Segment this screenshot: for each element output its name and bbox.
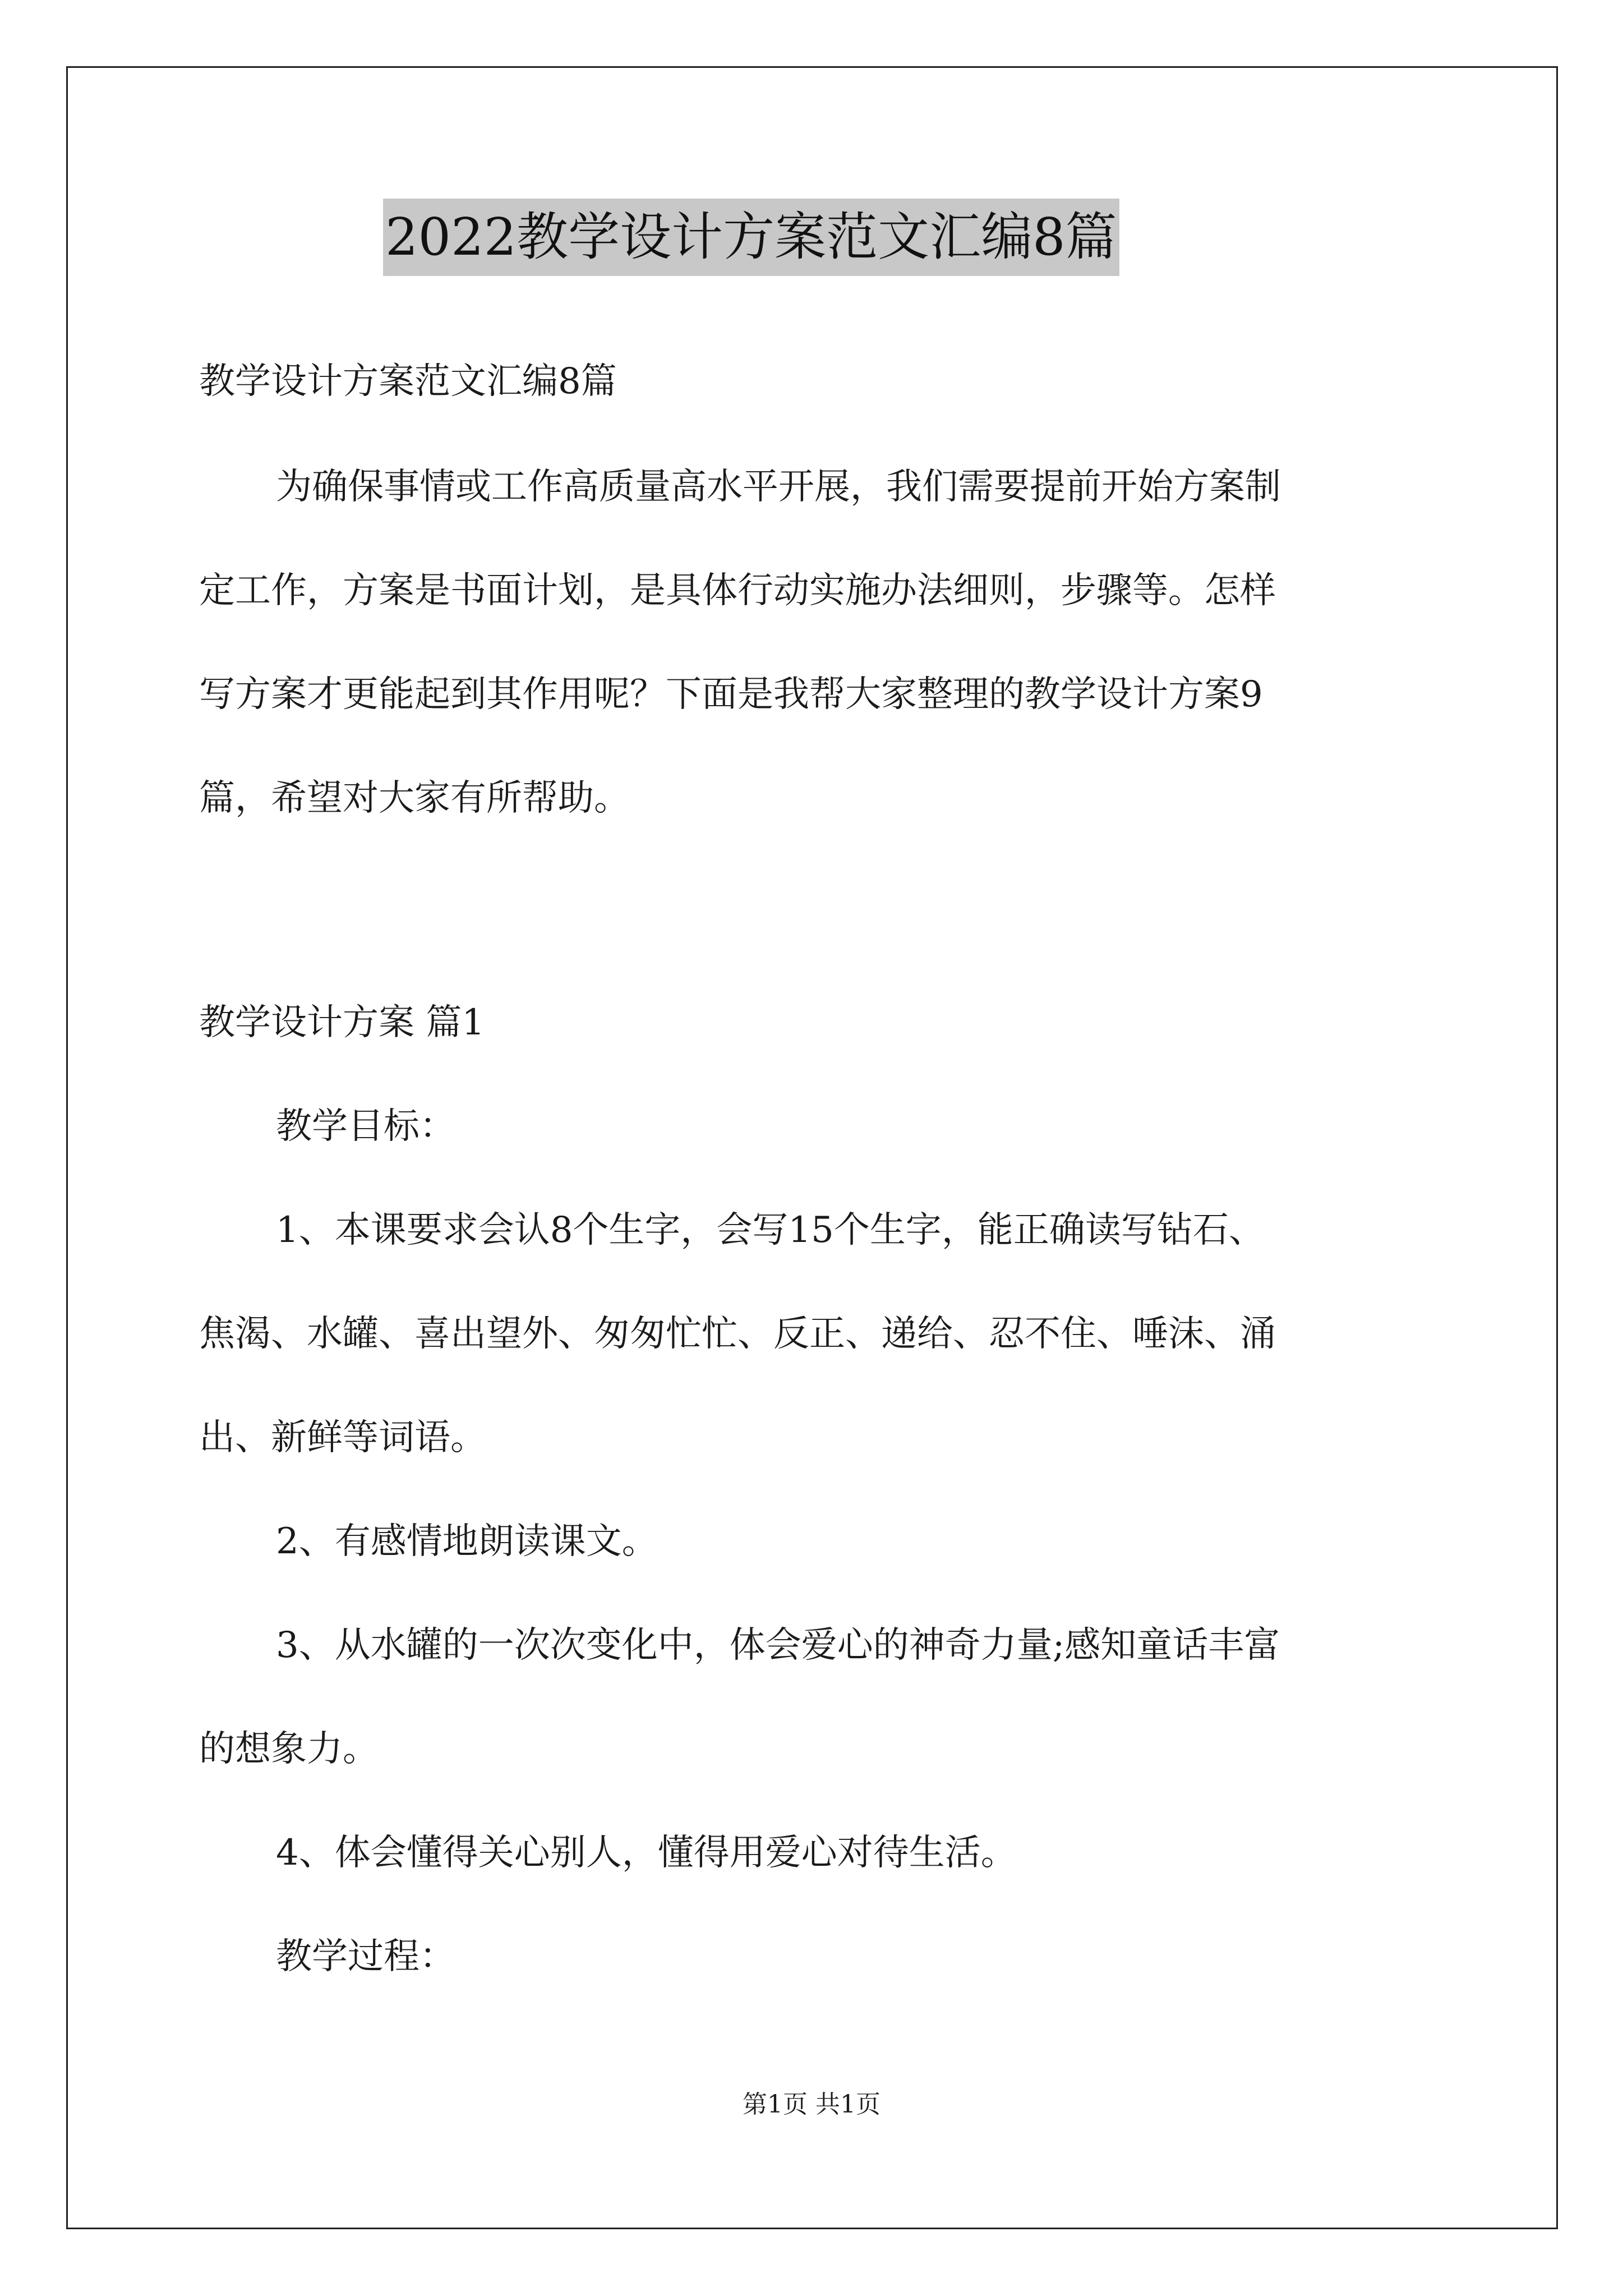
document-subtitle: 教学设计方案范文汇编8篇: [199, 361, 617, 402]
page-footer: 第1页 共1页: [743, 2090, 880, 2119]
objective-line: 焦渴、水罐、喜出望外、匆匆忙忙、反正、递给、忍不住、唾沫、涌: [199, 1313, 1276, 1355]
intro-line: 定工作，方案是书面计划，是具体行动实施办法细则，步骤等。怎样: [199, 570, 1276, 611]
objective-line: 的想象力。: [199, 1728, 379, 1770]
objective-line: 2、有感情地朗读课文。: [276, 1521, 658, 1562]
objectives-heading: 教学目标：: [276, 1106, 455, 1147]
intro-line: 写方案才更能起到其作用呢？下面是我帮大家整理的教学设计方案9: [199, 674, 1263, 715]
intro-line: 篇，希望对大家有所帮助。: [199, 777, 630, 819]
process-heading: 教学过程：: [276, 1936, 455, 1977]
intro-line: 为确保事情或工作高质量高水平开展，我们需要提前开始方案制: [276, 466, 1281, 508]
objective-line: 出、新鲜等词语。: [199, 1417, 486, 1458]
objective-line: 1、本课要求会认8个生字，会写15个生字，能正确读写钻石、: [276, 1209, 1265, 1251]
objective-line: 3、从水罐的一次次变化中，体会爱心的神奇力量;感知童话丰富: [276, 1625, 1280, 1666]
document-title: 2022教学设计方案范文汇编8篇: [383, 199, 1119, 276]
objective-line: 4、体会懂得关心别人，懂得用爱心对待生活。: [276, 1832, 1017, 1874]
section-heading: 教学设计方案 篇1: [199, 1002, 485, 1043]
